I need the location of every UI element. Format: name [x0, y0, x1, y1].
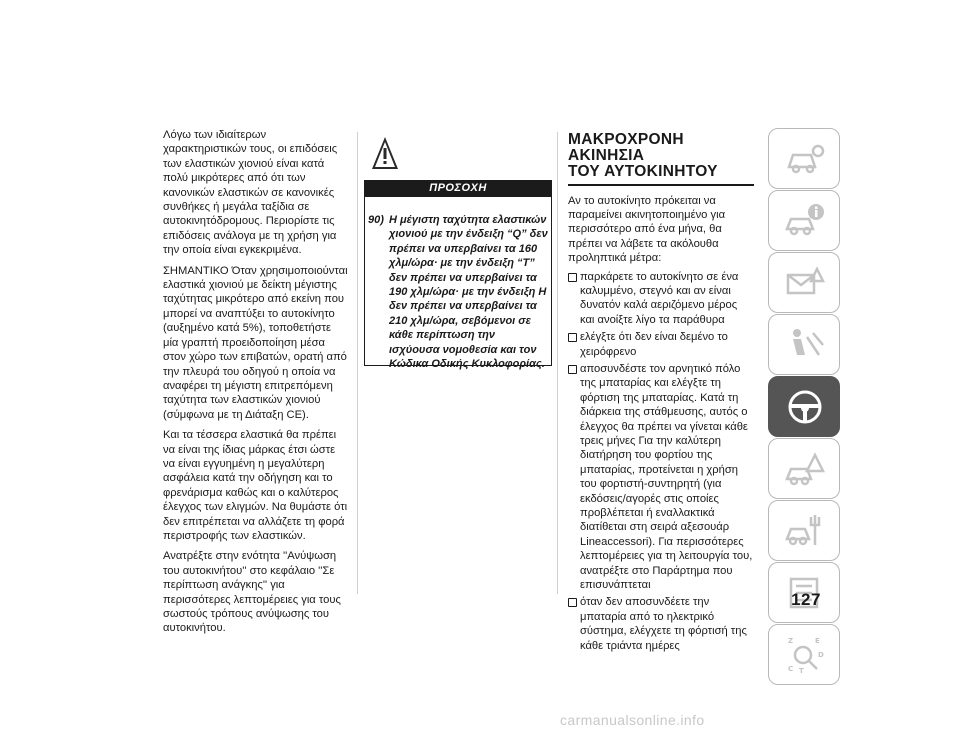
svg-text:Z: Z [788, 637, 794, 645]
car-info-icon [785, 201, 825, 241]
paragraph: Λόγω των ιδιαίτερων χαρακτηριστικών τους, οι επιδόσεις των ελαστικών χιονιού είναι κατά πολύ μικρότερες από ότι των κανονικών ελαστικών σε κανονικές συνθήκες ή μεγάλα ταξίδια σε αυτοκινητόδρομους. Περιορίστε τις επιδόσεις ανάλογα με τη χρήση για την οποία είναι εγκεκριμένα. [163, 129, 338, 257]
car-tools-icon [785, 511, 825, 551]
car-dashboard-icon [785, 139, 825, 179]
svg-text:D: D [818, 651, 824, 659]
list-item [568, 362, 754, 593]
column-divider [557, 132, 558, 594]
svg-text:T: T [799, 667, 804, 675]
warning-text [368, 213, 548, 371]
watermark: carmanualsonline.info [560, 712, 705, 728]
section-heading [568, 132, 754, 180]
tab-starting-driving[interactable] [768, 376, 840, 437]
tab-dashboard[interactable] [768, 128, 840, 189]
checkbox-bullet-icon [568, 598, 577, 607]
paragraph: Ανατρέξτε στην ενότητα ''Ανύψωση του αυτοκινήτου'' στο κεφάλαιο ''Σε περίπτωση ανάγκης'' για περισσότερες λεπτομέρειες για τους σωστούς τρόπους ανύψωσης του αυτοκινήτου. [163, 550, 341, 635]
tab-index[interactable] [768, 624, 840, 685]
paragraph: ΣΗΜΑΝΤΙΚΟ Όταν χρησιμοποιούνται ελαστικά χιονιού με δείκτη μέγιστης ταχύτητας μικρότερο από εκείνη που μπορεί να αναπτύξει το αυτοκίνητο (αυξημένο κατά 5%), τοποθετήστε μία γραπτή προειδοποίηση μέσα στον χώρο των επιβατών, ορατή από την πλευρά του οδηγού η οποία να αναφέρει τη μέγιστη επιτρεπόμενη ταχύτητα των ελαστικών χιονιού (σύμφωνα με τη Διάταξη CE). [163, 264, 348, 421]
svg-text:E: E [815, 637, 820, 645]
svg-text:C: C [788, 665, 794, 673]
tab-maintenance[interactable] [768, 500, 840, 561]
heading-underline [568, 184, 754, 186]
checkbox-bullet-icon [568, 333, 577, 342]
envelope-warning-icon [785, 263, 825, 303]
paragraph: Και τα τέσσερα ελαστικά θα πρέπει να είναι της ίδιας μάρκας έτσι ώστε να είναι εγγυημένη η μεγαλύτερη ασφάλεια κατά την οδήγηση και το φρενάρισμα καθώς και ο καλύτερος έλεγχος των ελιγμών. Να θυμάστε ότι δεν επιτρέπεται να αλλάζετε τη φορά περιστροφής των ελαστικών. [163, 429, 348, 542]
list-item-text: ελέγξτε ότι δεν είναι δεμένο το χειρόφρενο [580, 331, 728, 358]
list-item [568, 270, 754, 328]
right-column [568, 128, 754, 656]
checkbox-bullet-icon [568, 273, 577, 282]
list-item [568, 330, 754, 359]
column-divider [357, 132, 358, 594]
tab-emergency[interactable] [768, 438, 840, 499]
heading-line: ΜΑΚΡΟΧΡΟΝΗ ΑΚΙΝΗΣΙΑ [568, 131, 684, 164]
page-number: 127 [791, 590, 821, 609]
heading-line: ΤΟΥ ΑΥΤΟΚΙΝΗΤΟΥ [568, 163, 718, 180]
tab-info[interactable] [768, 190, 840, 251]
tab-safety[interactable] [768, 314, 840, 375]
tab-warnings[interactable] [768, 252, 840, 313]
warning-triangle-icon [370, 135, 400, 175]
checkbox-bullet-icon [568, 365, 577, 374]
intro-paragraph: Αν το αυτοκίνητο πρόκειται να παραμείνει ακινητοποιημένο για περισσότερο από ένα μήνα, θα πρέπει να λάβετε τα ακόλουθα προληπτικά μέτρα: [568, 194, 726, 265]
alphabet-index-icon [785, 635, 825, 675]
warning-number: 90) [368, 214, 384, 226]
car-breakdown-icon [785, 449, 825, 489]
list-item [568, 595, 754, 653]
list-item-text: όταν δεν αποσυνδέετε την μπαταρία από το ηλεκτρικό σύστημα, ελέγχετε τη φόρτισή της κάθε τριάντα ημέρες [580, 596, 747, 652]
left-column [163, 128, 349, 642]
warning-body: Η μέγιστη ταχύτητα ελαστικών χιονιού με την ένδειξη “Q” δεν πρέπει να υπερβαίνει τα 160 χλμ/ώρα· με την ένδειξη “T” δεν πρέπει να υπερβαίνει τα 190 χλμ/ώρα· με την ένδειξη H δεν πρέπει να υπερβαίνει τα 210 χλμ/ώρα, σεβόμενοι σε κάθε περίπτωση την ισχύουσα νομοθεσία και τον Κώδικα Οδικής Κυκλοφορίας. [389, 214, 548, 371]
warning-title: ΠΡΟΣΟΧΗ [364, 180, 552, 197]
seat-airbag-icon [785, 325, 825, 365]
list-item-text: παρκάρετε το αυτοκίνητο σε ένα καλυμμένο, στεγνό και αν είναι δυνατόν καλά αεριζόμενο μέρος και ανοίξτε λίγο τα παράθυρα [580, 270, 739, 326]
list-item-text: αποσυνδέστε τον αρνητικό πόλο της μπαταρίας και ελέγξτε τη φόρτιση της μπαταρίας. Κατά τη διάρκεια της στάθμευσης, αυτός ο έλεγχος θα πρέπει να γίνεται κάθε τρεις μήνες Για την καλύτερη διατήρηση του φορτίου της μπαταρίας, προτείνεται η χρήση του φορτιστή-συντηρητή (για εκδόσεις/αγορές στις οποίες προβλέπεται ή εναλλακτικά διατίθεται στη σειρά αξεσουάρ Lineaccessori). Για περισσότερες λεπτομέρειες για τη λειτουργία του, ανατρέξτε στο Παράρτημα που επισυνάπτεται [580, 362, 753, 592]
steering-wheel-icon [785, 387, 825, 427]
